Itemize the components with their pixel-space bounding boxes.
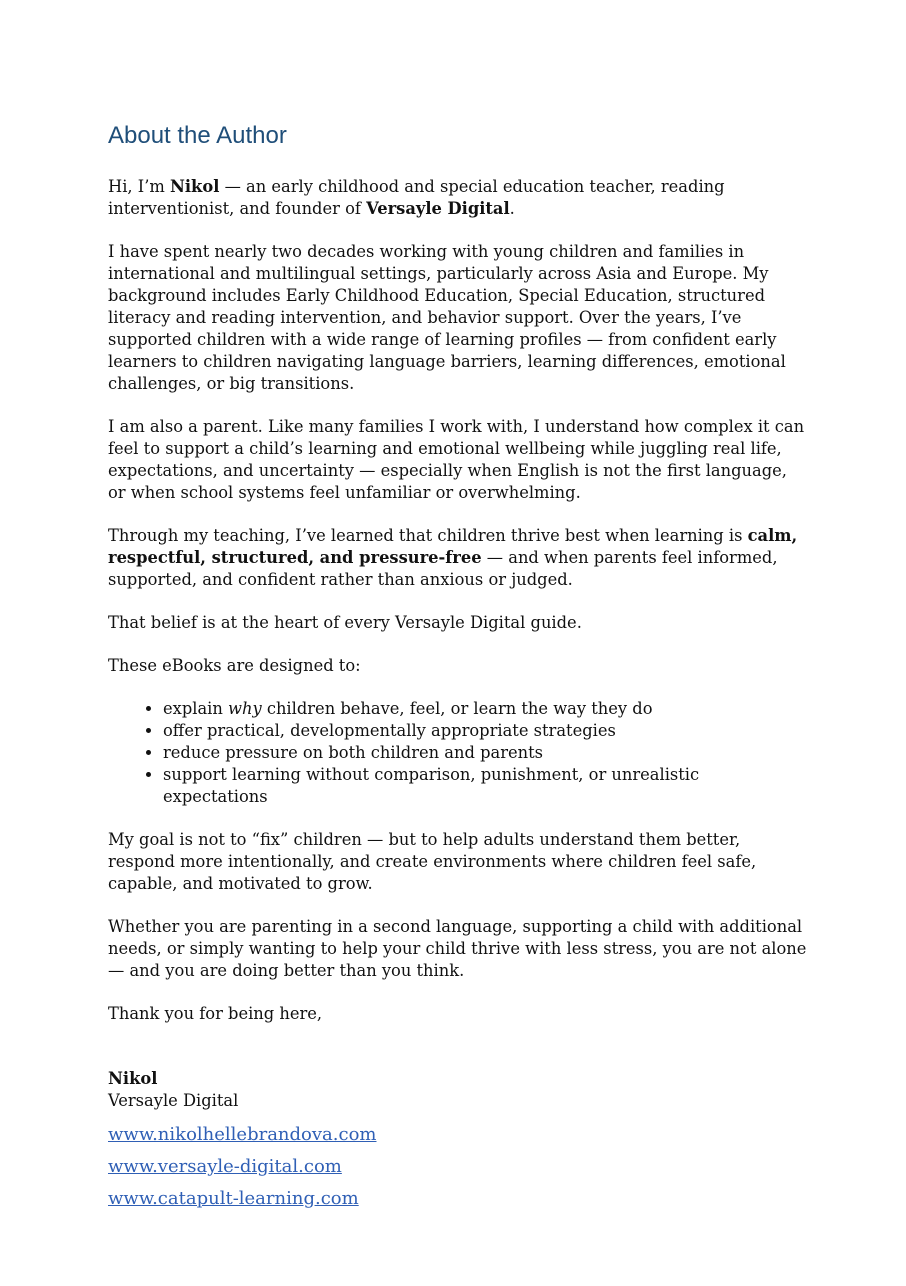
signature-name	[108, 1068, 808, 1090]
intro-text: Hi, I’m	[108, 177, 170, 196]
list-item-text: explain	[163, 699, 229, 718]
list-item: • reduce pressure on both children and parents	[163, 742, 808, 764]
list-item	[163, 698, 808, 720]
list-item-emphasis: why	[228, 699, 262, 718]
link-versayle-digital[interactable]: www.versayle-digital.com	[108, 1156, 342, 1177]
thank-you-line: Thank you for being here,	[108, 1004, 323, 1023]
intro-text-3: .	[509, 199, 515, 218]
ebooks-intro: These eBooks are designed to:	[108, 656, 361, 675]
website-links	[108, 1124, 808, 1210]
intro-paragraph	[108, 176, 808, 220]
teaching-text: Through my teaching, I’ve learned that children thrive best when learning is	[108, 526, 748, 545]
list-item: • offer practical, developmentally appropriate strategies	[163, 720, 808, 742]
background-paragraph: I have spent nearly two decades working with young children and families in international and multilingual settings, particularly across Asia and Europe. My background includes Early Childhood Education, Special Education, structured literacy and reading intervention, and behavior support. Over the years, I’ve supported children with a wide range of learning profiles — from confident early learners to children navigating language barriers, learning differences, emotional challenges, or big transitions.	[108, 242, 786, 393]
teaching-text-2: — and when parents feel informed, supported, and confident rather than anxious or judged.	[108, 548, 778, 589]
signature-company: Versayle Digital	[108, 1091, 239, 1110]
intro-text-2: — an early childhood and special education teacher, reading interventionist, and founder of	[108, 177, 725, 218]
teaching-paragraph	[108, 525, 808, 591]
document-page	[108, 120, 808, 1220]
signature-name-text: Nikol	[108, 1069, 158, 1088]
link-nikolhellebrandova[interactable]: www.nikolhellebrandova.com	[108, 1124, 377, 1145]
signature-block	[108, 1068, 808, 1112]
link-catapult-learning[interactable]: www.catapult-learning.com	[108, 1188, 359, 1209]
reassurance-paragraph: Whether you are parenting in a second language, supporting a child with additional needs, or simply wanting to help your child thrive with less stress, you are not alone — and you are doing better than you think.	[108, 917, 807, 980]
teaching-emphasis: calm, respectful, structured, and pressure-free	[108, 526, 798, 567]
list-item: • support learning without comparison, punishment, or unrealistic expectations	[163, 764, 808, 808]
page-title: About the Author	[108, 122, 287, 149]
author-name: Nikol	[169, 177, 220, 196]
goal-paragraph: My goal is not to “fix” children — but to help adults understand them better, respond more intentionally, and create environments where children feel safe, capable, and motivated to grow.	[108, 830, 757, 893]
belief-paragraph: That belief is at the heart of every Versayle Digital guide.	[108, 613, 582, 632]
ebook-goals-list	[108, 698, 808, 808]
parent-paragraph: I am also a parent. Like many families I work with, I understand how complex it can feel to support a child’s learning and emotional wellbeing while juggling real life, expectations, and uncertainty — especially when English is not the first language, or when school systems feel unfamiliar or overwhelming.	[108, 417, 805, 502]
list-item-text-2: children behave, feel, or learn the way they do	[261, 699, 653, 718]
brand-name: Versayle Digital	[366, 199, 510, 218]
